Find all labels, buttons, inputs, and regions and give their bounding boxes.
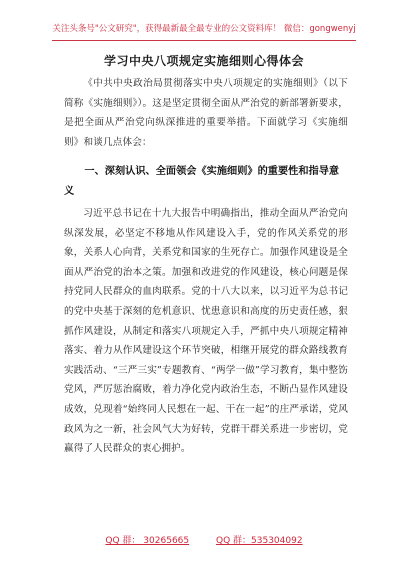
footer-qq-group-2[interactable]: QQ 群：535304092 <box>216 536 303 546</box>
document-title: 学习中央八项规定实施细则心得体会 <box>103 54 304 68</box>
section-heading: 一、深刻认识、全面领会《实施细则》的重要性和指导意义 <box>64 165 340 197</box>
intro-paragraph: 《中共中央政治局贯彻落实中央八项规定的实施细则》（以下简称《实施细则》）。这是坚定贯彻全面从严治党的新部署新要求，是把全面从严治党向纵深推进的重要举措。下面就学习《实施细则》和谈几点体会： <box>64 78 348 148</box>
body-paragraph: 习近平总书记在十九大报告中明确指出，推动全面从严治党向纵深发展，必坚定不移地从作风建设入手，党的作风关系党的形象，关系人心向背，关系党和国家的生死存亡。加强作风建设是全面从严治党的治本之策。加强和改进党的作风建设，核心问题是保持党同人民群众的血肉联系。党的十八大以来，以习近平为总书记的党中央基于深刻的危机意识、忧患意识和高度的历史责任感，狠抓作风建设，从制定和落实八项规定入手，严抓中央八项规定精神落实、着力从作风建设这个环节突破，相继开展党的群众路线教育实践活动、“三严三实”专题教育、“两学一做”学习教育，集中整饬党风，严厉惩治腐败，着力净化党内政治生态，不断凸显作风建设成效，兑现着“始终同人民想在一起、干在一起”的庄严承诺，党风政风为之一新，社会风气大为好转，党群干群关系进一步密切，党赢得了人民群众的衷心拥护。 <box>64 208 348 455</box>
header-divider <box>52 40 356 41</box>
header-banner: 关注头条号"公文研究"，获得最新最全最专业的公文资料库！ 微信：gongwenyj <box>52 24 356 34</box>
footer-contact <box>0 533 408 546</box>
footer-qq-group-1[interactable]: QQ 群： 30265665 <box>105 536 190 546</box>
